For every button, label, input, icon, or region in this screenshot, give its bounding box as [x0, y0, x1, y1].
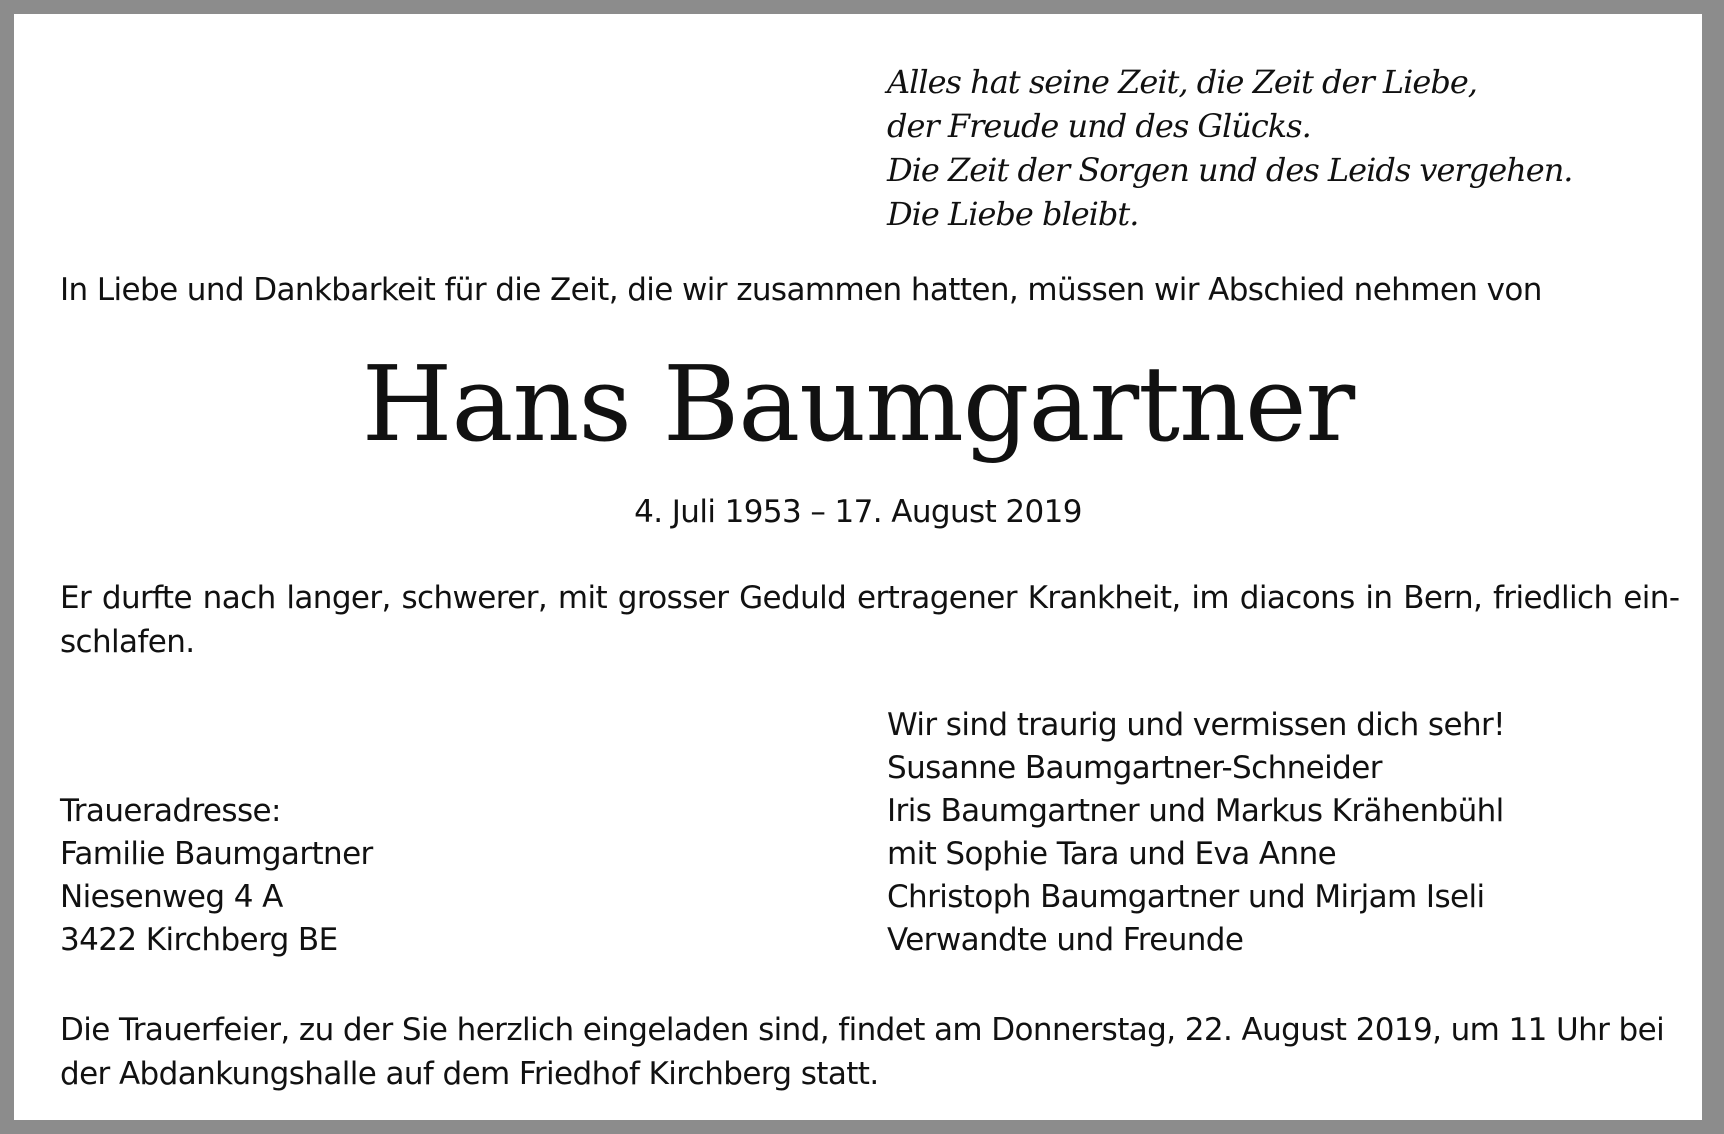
obituary-card	[14, 14, 1702, 1120]
poem-line: Die Zeit der Sorgen und des Leids vergehen.	[887, 151, 1573, 189]
message-paragraph: Er durfte nach langer, schwerer, mit grosser Geduld ertragener Krankheit, im diacons in Bern, friedlich einschlafen.	[60, 580, 1680, 660]
service-paragraph: Die Trauerfeier, zu der Sie herzlich eingeladen sind, findet am Donnerstag, 22. August 2019, um 11 Uhr bei der Abdankungshalle auf dem Friedhof Kirchberg statt.	[60, 1012, 1665, 1092]
family-line: Wir sind traurig und vermissen dich sehr!	[887, 707, 1505, 743]
mourning-address	[60, 790, 373, 962]
deceased-name: Hans Baumgartner	[361, 343, 1355, 465]
address-line: 3422 Kirchberg BE	[60, 922, 338, 958]
family-line: Iris Baumgartner und Markus Krähenbühl	[887, 793, 1504, 829]
address-line: Traueradresse:	[60, 793, 281, 829]
family-line: Christoph Baumgartner und Mirjam Iseli	[887, 879, 1485, 915]
poem-line: Alles hat seine Zeit, die Zeit der Liebe,	[887, 63, 1477, 101]
poem-block	[887, 60, 1587, 236]
family-signatures	[887, 704, 1505, 962]
family-line: Susanne Baumgartner-Schneider	[887, 750, 1382, 786]
family-line: Verwandte und Freunde	[887, 922, 1244, 958]
intro-text: In Liebe und Dankbarkeit für die Zeit, die wir zusammen hatten, müssen wir Abschied nehmen von	[60, 272, 1542, 308]
family-line: mit Sophie Tara und Eva Anne	[887, 836, 1337, 872]
life-dates: 4. Juli 1953 – 17. August 2019	[634, 494, 1082, 530]
poem-line: Die Liebe bleibt.	[887, 195, 1139, 233]
address-line: Niesenweg 4 A	[60, 879, 283, 915]
poem-line: der Freude und des Glücks.	[887, 107, 1311, 145]
address-line: Familie Baumgartner	[60, 836, 373, 872]
